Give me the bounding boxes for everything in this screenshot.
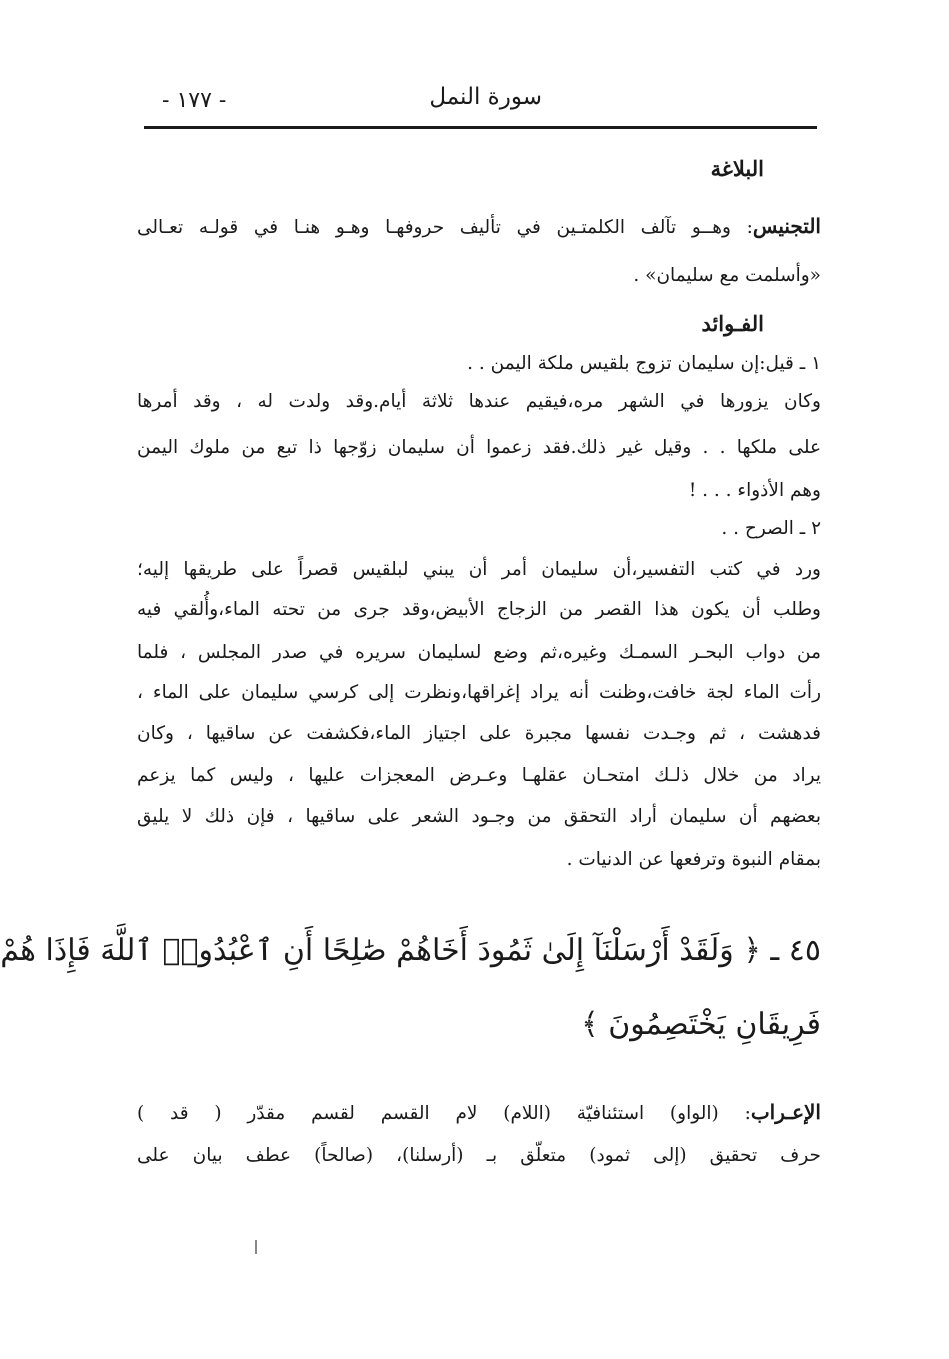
- irab-line-2: حرف تحقيق (إلى ثمود) متعلّق بـ (أرسلنا)، (صالحاً) عطف بيان على: [137, 1145, 821, 1166]
- fawaid-item-2-line: بمقام النبوة وترفعها عن الدنيات .: [566, 849, 821, 870]
- balagha-heading: البلاغة: [710, 156, 764, 181]
- verse-line-2: فَرِيقَانِ يَخْتَصِمُونَ ﴾: [581, 1007, 821, 1042]
- scan-mark: [255, 1240, 257, 1254]
- fawaid-item-2-title: ٢ ـ الصرح . .: [721, 518, 821, 539]
- irab-term: الإعـراب: [750, 1100, 821, 1124]
- fawaid-item-2-line: رأت الماء لجة خافت،وظنت أنه يراد إغراقها،ونظرت إلى كرسي سليمان على الماء ،: [137, 682, 821, 703]
- fawaid-heading: الفـوائد: [701, 311, 764, 336]
- fawaid-item-2-line: يراد من خلال ذلـك امتحـان عقلهـا وعـرض المعجزات عليها ، وليس كما يزعم: [137, 765, 821, 786]
- tajnees-term: التجنيس: [752, 214, 821, 238]
- irab-line-1: [137, 1097, 821, 1129]
- fawaid-item-2-line: من دواب البحـر السمـك وغيره،ثم وضع لسليمان سريره في صدر المجلس ، فلما: [137, 642, 821, 663]
- fawaid-item-1-title: ١ ـ قيل:إن سليمان تزوج بلقيس ملكة اليمن . .: [467, 353, 821, 374]
- fawaid-item-1-line: على ملكها . . وقيل غير ذلك.فقد زعموا أن سليمان زوّجها ذا تبع من ملوك اليمن: [137, 437, 821, 458]
- page-number: - ١٧٧ -: [162, 88, 227, 113]
- tajnees-line-2: «وأسلمت مع سليمان» .: [633, 265, 821, 286]
- fawaid-item-2-line: ورد في كتب التفسير،أن سليمان أمر أن يبني لبلقيس قصراً على طريقها إليه؛: [137, 559, 821, 580]
- verse-line-1: ٤٥ ـ ﴿ وَلَقَدْ أَرْسَلْنَآ إِلَىٰ ثَمُودَ أَخَاهُمْ صَٰلِحًا أَنِ ٱعْبُدُوا۟ ٱللَّهَ فَإِذَا هُمْ: [0, 933, 821, 968]
- fawaid-item-1-line: وكان يزورها في الشهر مره،فيقيم عندها ثلاثة أيام.وقد ولدت له ، وقد أمرها: [137, 391, 821, 412]
- page-header: [144, 82, 817, 129]
- surah-title: سورة النمل: [429, 84, 542, 110]
- tajnees-text: : وهــو تآلف الكلمتـين في تأليف حروفهـا وهـو هنـا في قولـه تعـالى: [137, 217, 753, 238]
- tajnees-line-1: [137, 211, 821, 243]
- fawaid-item-1-line: وهم الأذواء . . . !: [688, 480, 821, 501]
- fawaid-item-2-line: وطلب أن يكون هذا القصر من الزجاج الأبيض،وقد جرى من تحته الماء،وأُلقي فيه: [137, 599, 821, 620]
- irab-text: : (الواو) استئنافيّة (اللام) لام القسم لقسم مقدّر ( قد ): [137, 1103, 751, 1124]
- fawaid-item-2-line: فدهشت ، ثم وجـدت نفسها مجبرة على اجتياز الماء،فكشفت عن ساقيها ، وكان: [137, 723, 821, 744]
- fawaid-item-2-line: بعضهم أن سليمان أراد التحقق من وجـود الشعر على ساقيها ، فإن ذلك لا يليق: [137, 806, 821, 827]
